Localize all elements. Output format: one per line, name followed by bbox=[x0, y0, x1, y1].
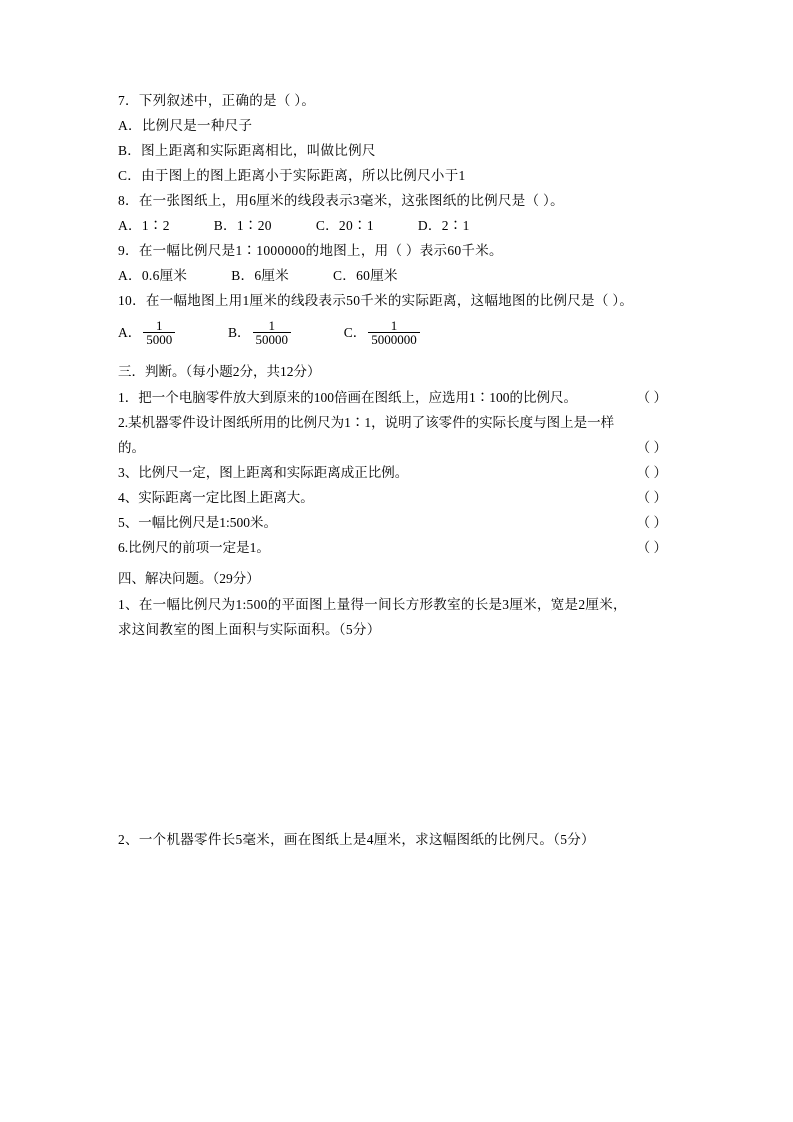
question-8-options bbox=[118, 213, 701, 238]
true-false-item-2-text: 2.某机器零件设计图纸所用的比例尺为1∶1，说明了该零件的实际长度与图上是一样 bbox=[118, 415, 615, 430]
question-9-stem: 9．在一幅比例尺是1∶1000000的地图上，用（ ）表示60千米。 bbox=[118, 243, 503, 258]
question-9-option-b: B．6厘米 bbox=[231, 268, 289, 283]
question-8-option-b: B．1∶20 bbox=[213, 218, 272, 233]
true-false-item-2-text-cont: 的。 bbox=[118, 440, 145, 455]
question-8-option-a: A．1∶2 bbox=[118, 218, 170, 233]
true-false-item-6-answer-box[interactable]: （ ） bbox=[636, 540, 667, 555]
true-false-item-2-spacer bbox=[667, 410, 701, 435]
question-7-option-b: B．图上距离和实际距离相比，叫做比例尺 bbox=[118, 143, 376, 158]
fraction-b: $\frac{1}{50000}$ bbox=[253, 319, 292, 347]
question-8-option-d: D．2∶1 bbox=[417, 218, 470, 233]
true-false-item-2 bbox=[118, 410, 701, 435]
true-false-item-5-text: 5、一幅比例尺是1:500米。 bbox=[118, 515, 278, 530]
true-false-item-4 bbox=[118, 485, 701, 510]
true-false-item-3 bbox=[118, 460, 701, 485]
question-9-option-a: A．0.6厘米 bbox=[118, 268, 188, 283]
true-false-item-5 bbox=[118, 510, 701, 535]
question-8-option-c: C．20∶1 bbox=[315, 218, 374, 233]
true-false-item-2-cont bbox=[118, 435, 701, 460]
true-false-item-6-text: 6.比例尺的前项一定是1。 bbox=[118, 540, 270, 555]
question-10-option-b: B． $\frac{1}{50000}$ bbox=[228, 325, 296, 340]
true-false-item-1-answer-box[interactable]: （ ） bbox=[636, 390, 667, 405]
problem-1-line-2: 求这间教室的图上面积与实际面积。（5分） bbox=[118, 622, 381, 637]
section-4-heading: 四、解决问题。（29分） bbox=[118, 571, 260, 586]
true-false-item-1 bbox=[118, 385, 701, 410]
question-10-stem: 10．在一幅地图上用1厘米的线段表示50千米的实际距离，这幅地图的比例尺是（ ）。 bbox=[118, 293, 634, 308]
true-false-item-6 bbox=[118, 535, 701, 560]
question-7-stem: 7．下列叙述中，正确的是（ ）。 bbox=[118, 93, 316, 108]
problem-1-answer-area[interactable] bbox=[118, 642, 701, 827]
true-false-item-2-answer-box[interactable]: （ ） bbox=[636, 440, 667, 455]
true-false-item-4-answer-box[interactable]: （ ） bbox=[636, 490, 667, 505]
section-3-heading: 三．判断。（每小题2分，共12分） bbox=[118, 364, 321, 379]
problem-2-answer-area[interactable] bbox=[118, 852, 701, 1037]
question-9-options bbox=[118, 263, 701, 288]
problem-1-line-1: 1、在一幅比例尺为1:500的平面图上量得一间长方形教室的长是3厘米，宽是2厘米， bbox=[118, 597, 627, 612]
question-10-option-a: A． $\frac{1}{5000}$ bbox=[118, 325, 181, 340]
question-7-option-a: A．比例尺是一种尺子 bbox=[118, 118, 253, 133]
true-false-item-1-text: 1．把一个电脑零件放大到原来的100倍画在图纸上，应选用1∶100的比例尺。 bbox=[118, 390, 577, 405]
question-10-options bbox=[118, 313, 701, 353]
true-false-item-3-answer-box[interactable]: （ ） bbox=[636, 465, 667, 480]
question-10-option-c: C． $\frac{1}{5000000}$ bbox=[344, 325, 422, 340]
question-8-stem: 8．在一张图纸上，用6厘米的线段表示3毫米，这张图纸的比例尺是（ ）。 bbox=[118, 193, 564, 208]
true-false-item-4-text: 4、实际距离一定比图上距离大。 bbox=[118, 490, 314, 505]
true-false-item-5-answer-box[interactable]: （ ） bbox=[636, 515, 667, 530]
true-false-item-3-text: 3、比例尺一定，图上距离和实际距离成正比例。 bbox=[118, 465, 409, 480]
question-7-option-c: C．由于图上的图上距离小于实际距离，所以比例尺小于1 bbox=[118, 168, 466, 183]
problem-2-line-1: 2、一个机器零件长5毫米，画在图纸上是4厘米，求这幅图纸的比例尺。（5分） bbox=[118, 832, 595, 847]
fraction-c: $\frac{1}{5000000}$ bbox=[368, 319, 420, 347]
question-9-option-c: C．60厘米 bbox=[333, 268, 398, 283]
fraction-a: $\frac{1}{5000}$ bbox=[143, 319, 175, 347]
